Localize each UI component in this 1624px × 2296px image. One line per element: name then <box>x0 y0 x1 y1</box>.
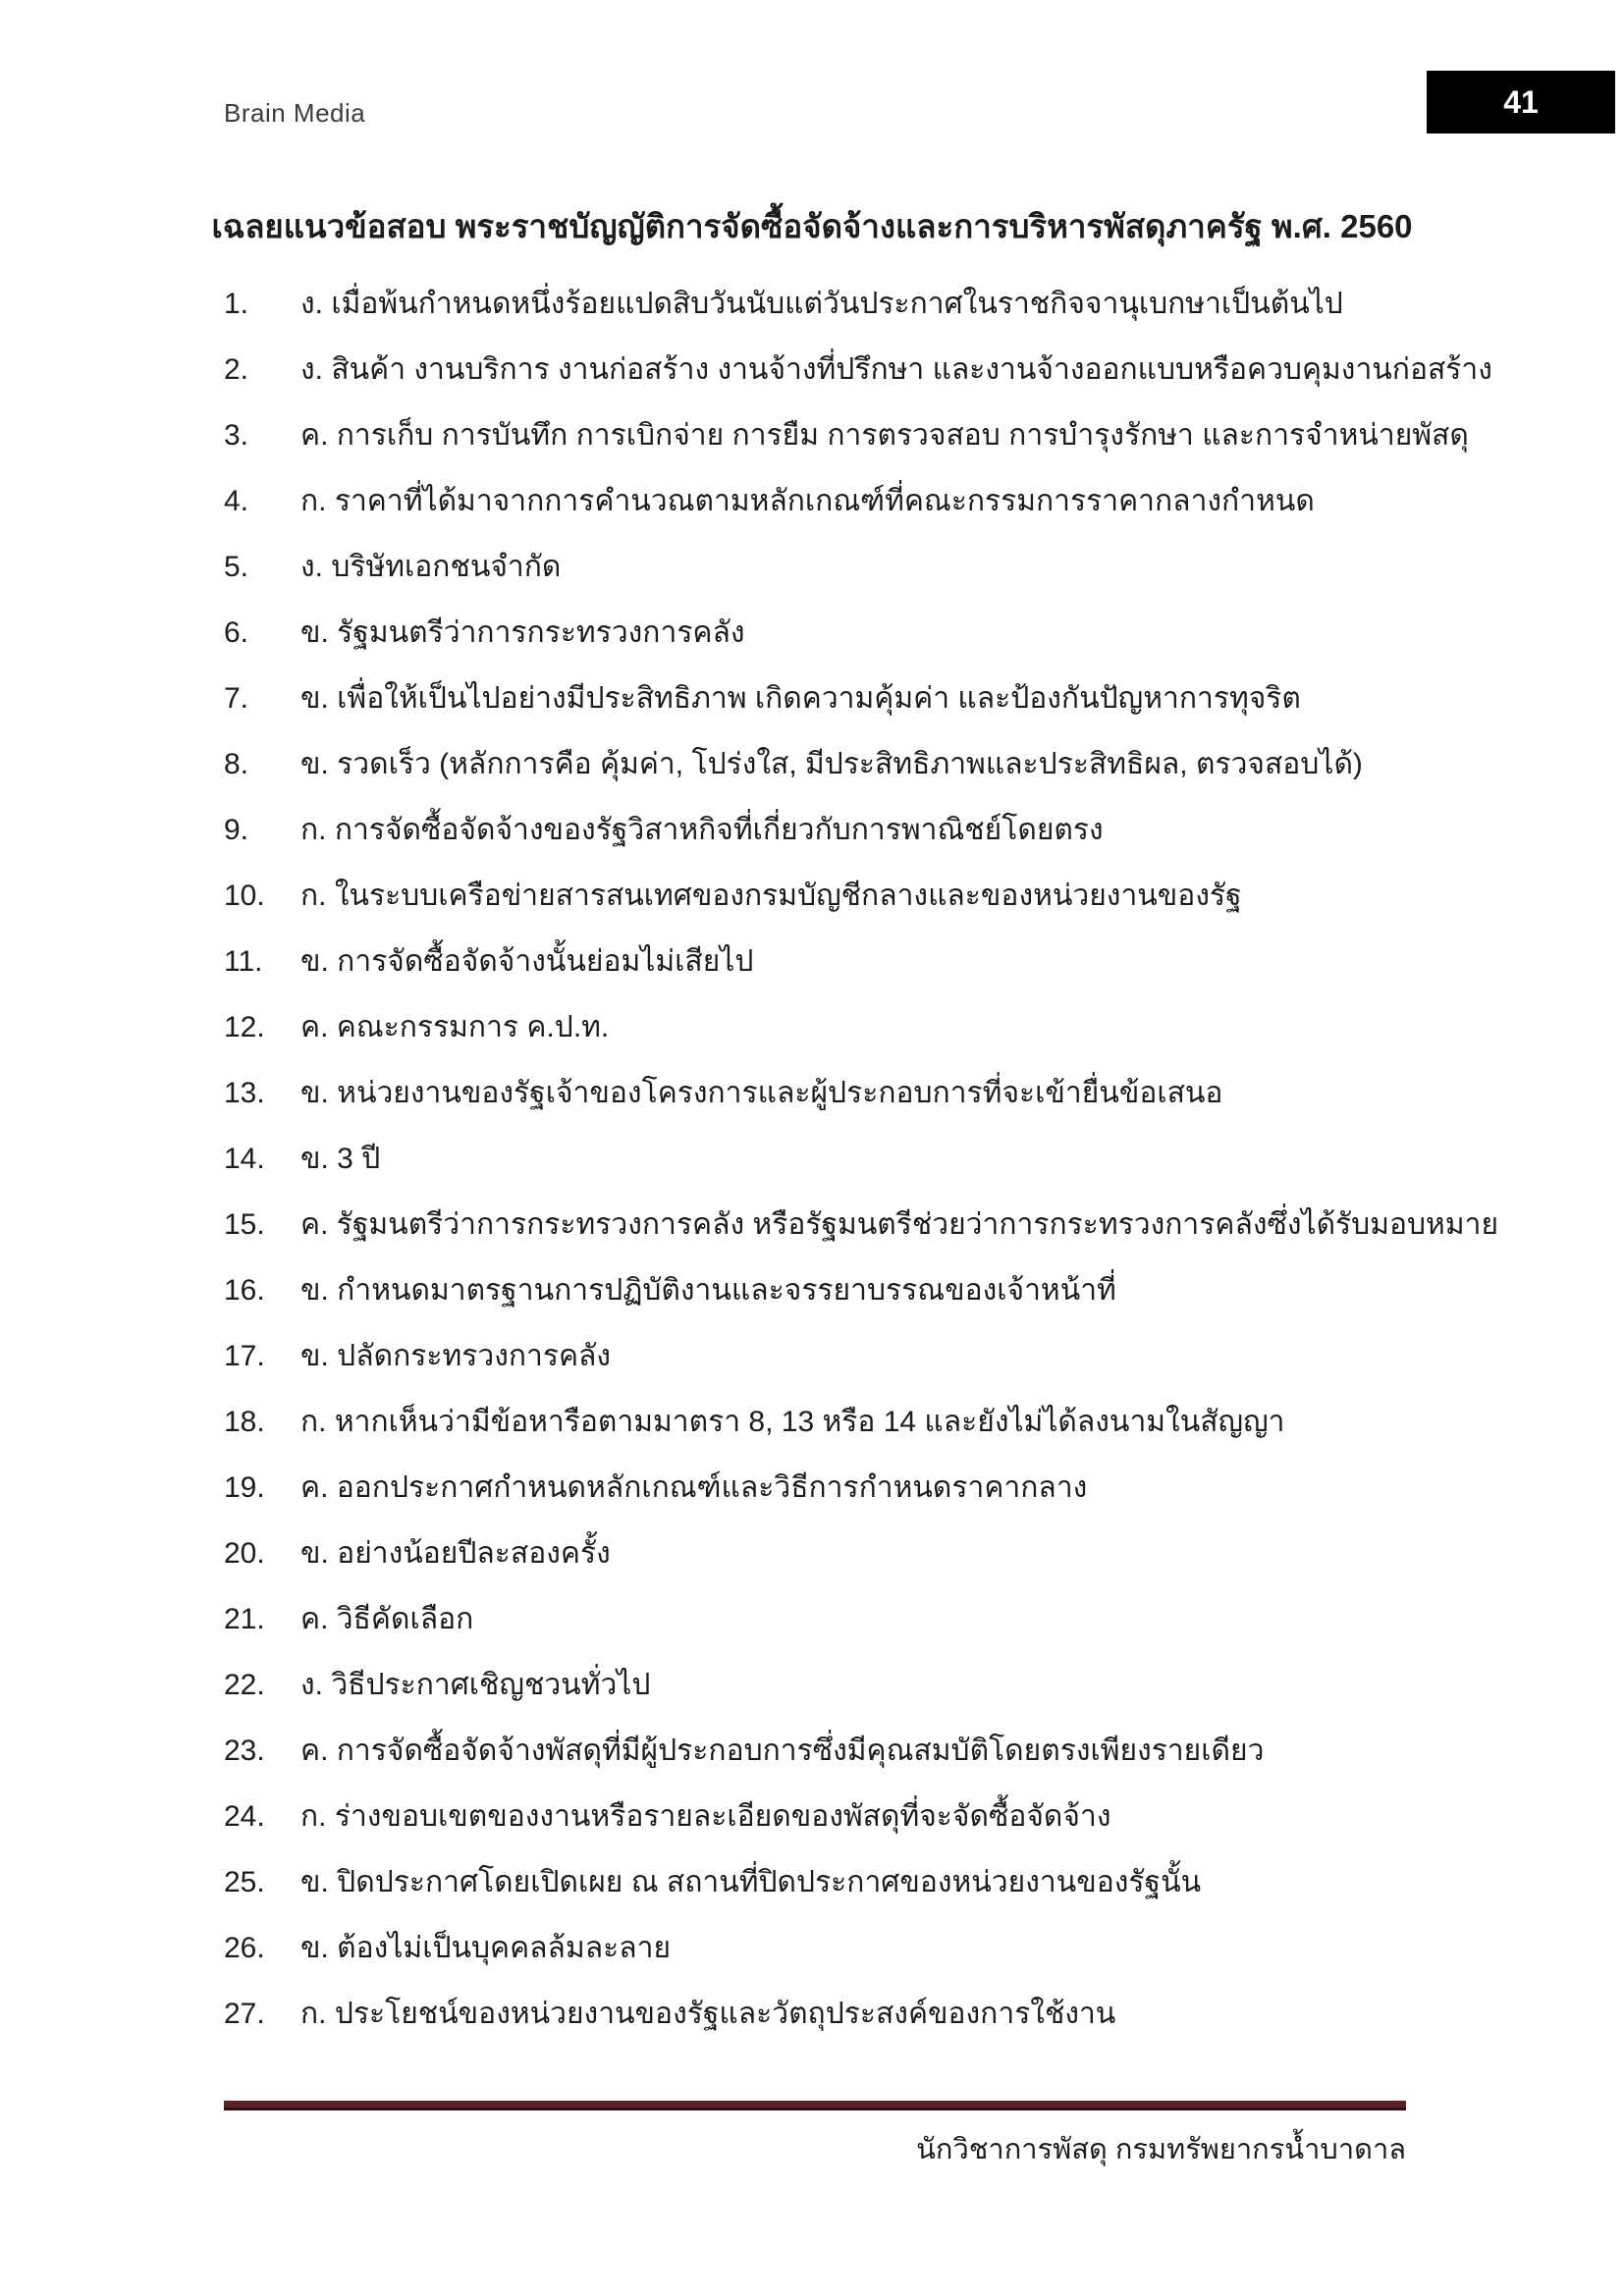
answer-text: ข. 3 ปี <box>300 1143 381 1175</box>
answer-row <box>224 1981 1602 2047</box>
answer-row <box>224 1257 1602 1323</box>
answer-number: 26. <box>224 1931 265 1964</box>
answer-number: 15. <box>224 1207 265 1241</box>
answer-row <box>224 666 1602 731</box>
answer-number: 14. <box>224 1142 265 1175</box>
answer-text: ข. ต้องไม่เป็นบุคคลล้มละลาย <box>300 1932 672 1964</box>
answer-number: 11. <box>224 944 263 978</box>
answer-number: 17. <box>224 1339 265 1372</box>
answer-number: 20. <box>224 1536 265 1570</box>
answer-number: 2. <box>224 352 249 386</box>
answer-number: 12. <box>224 1010 265 1043</box>
answer-text: ข. หน่วยงานของรัฐเจ้าของโครงการและผู้ประกอบการที่จะเข้ายื่นข้อเสนอ <box>300 1077 1223 1109</box>
answer-row <box>224 1126 1602 1192</box>
answer-number: 5. <box>224 550 249 583</box>
answer-row <box>224 1849 1602 1915</box>
brand-text: Brain Media <box>224 98 366 128</box>
answer-text: ง. วิธีประกาศเชิญชวนทั่วไป <box>300 1669 651 1701</box>
answer-text: ก. การจัดซื้อจัดจ้างของรัฐวิสาหกิจที่เกี่ยวกับการพาณิชย์โดยตรง <box>300 814 1104 846</box>
answer-list <box>224 271 1602 2047</box>
answer-text: ก. ประโยชน์ของหน่วยงานของรัฐและวัตถุประสงค์ของการใช้งาน <box>300 1998 1116 2030</box>
answer-row <box>224 534 1602 600</box>
answer-row <box>224 797 1602 863</box>
answer-row <box>224 1784 1602 1849</box>
answer-number: 19. <box>224 1470 265 1504</box>
answer-row <box>224 1192 1602 1257</box>
answer-row <box>224 1915 1602 1981</box>
answer-row <box>224 1455 1602 1521</box>
answer-row <box>224 929 1602 994</box>
answer-text: ค. คณะกรรมการ ค.ป.ท. <box>300 1011 610 1043</box>
answer-row <box>224 1323 1602 1389</box>
answer-number: 10. <box>224 879 265 912</box>
answer-text: ง. บริษัทเอกชนจำกัด <box>300 551 562 583</box>
answer-text: ค. วิธีคัดเลือก <box>300 1603 474 1635</box>
answer-number: 16. <box>224 1273 265 1307</box>
answer-row <box>224 1389 1602 1455</box>
answer-number: 8. <box>224 747 249 780</box>
answer-row <box>224 1521 1602 1586</box>
answer-text: ก. หากเห็นว่ามีข้อหารือตามมาตรา 8, 13 หรือ 14 และยังไม่ได้ลงนามในสัญญา <box>300 1406 1285 1438</box>
page-title: เฉลยแนวข้อสอบ พระราชบัญญัติการจัดซื้อจัดจ้างและการบริหารพัสดุภาครัฐ พ.ศ. 2560 <box>211 208 1413 244</box>
answer-number: 23. <box>224 1734 265 1767</box>
answer-text: ข. รัฐมนตรีว่าการกระทรวงการคลัง <box>300 616 745 649</box>
answer-row <box>224 271 1602 337</box>
answer-row <box>224 600 1602 666</box>
answer-text: ค. การจัดซื้อจัดจ้างพัสดุที่มีผู้ประกอบการซึ่งมีคุณสมบัติโดยตรงเพียงรายเดียว <box>300 1735 1265 1767</box>
answer-number: 13. <box>224 1076 265 1109</box>
answer-text: ค. ออกประกาศกำหนดหลักเกณฑ์และวิธีการกำหนดราคากลาง <box>300 1471 1088 1504</box>
answer-text: ข. เพื่อให้เป็นไปอย่างมีประสิทธิภาพ เกิดความคุ้มค่า และป้องกันปัญหาการทุจริต <box>300 682 1301 715</box>
answer-number: 7. <box>224 681 249 715</box>
answer-number: 25. <box>224 1865 265 1898</box>
answer-number: 6. <box>224 615 249 649</box>
footer-text: นักวิชาการพัสดุ กรมทรัพยากรน้ำบาดาล <box>916 2134 1406 2165</box>
answer-number: 3. <box>224 418 249 452</box>
answer-text: ก. ร่างขอบเขตของงานหรือรายละเอียดของพัสดุที่จะจัดซื้อจัดจ้าง <box>300 1800 1111 1833</box>
answer-text: ข. การจัดซื้อจัดจ้างนั้นย่อมไม่เสียไป <box>300 945 754 978</box>
answer-text: ก. ในระบบเครือข่ายสารสนเทศของกรมบัญชีกลางและของหน่วยงานของรัฐ <box>300 880 1242 912</box>
answer-text: ก. ราคาที่ได้มาจากการคำนวณตามหลักเกณฑ์ที่คณะกรรมการราคากลางกำหนด <box>300 485 1315 517</box>
page-number-badge <box>1427 71 1615 133</box>
answer-row <box>224 1718 1602 1784</box>
answer-text: ข. รวดเร็ว (หลักการคือ คุ้มค่า, โปร่งใส, มีประสิทธิภาพและประสิทธิผล, ตรวจสอบได้) <box>300 748 1363 780</box>
answer-text: ข. ปิดประกาศโดยเปิดเผย ณ สถานที่ปิดประกาศของหน่วยงานของรัฐนั้น <box>300 1866 1202 1898</box>
answer-row <box>224 468 1602 534</box>
page-number: 41 <box>1503 83 1539 120</box>
answer-number: 27. <box>224 1997 265 2030</box>
answer-text: ง. เมื่อพ้นกำหนดหนึ่งร้อยแปดสิบวันนับแต่วันประกาศในราชกิจจานุเบกษาเป็นต้นไป <box>300 288 1343 320</box>
answer-text: ค. การเก็บ การบันทึก การเบิกจ่าย การยืม การตรวจสอบ การบำรุงรักษา และการจำหน่ายพัสดุ <box>300 419 1469 452</box>
footer-rule <box>224 2101 1406 2110</box>
answer-row <box>224 1586 1602 1652</box>
answer-row <box>224 731 1602 797</box>
answer-text: ข. อย่างน้อยปีละสองครั้ง <box>300 1537 611 1570</box>
answer-number: 4. <box>224 484 249 517</box>
answer-number: 1. <box>224 287 249 320</box>
answer-text: ข. กำหนดมาตรฐานการปฏิบัติงานและจรรยาบรรณของเจ้าหน้าที่ <box>300 1274 1116 1307</box>
answer-number: 21. <box>224 1602 265 1635</box>
answer-number: 24. <box>224 1799 265 1833</box>
answer-text: ค. รัฐมนตรีว่าการกระทรวงการคลัง หรือรัฐมนตรีช่วยว่าการกระทรวงการคลังซึ่งได้รับมอบหมาย <box>300 1208 1499 1241</box>
answer-number: 9. <box>224 813 249 846</box>
answer-row <box>224 1060 1602 1126</box>
answer-row <box>224 994 1602 1060</box>
answer-text: ง. สินค้า งานบริการ งานก่อสร้าง งานจ้างที่ปรึกษา และงานจ้างออกแบบหรือควบคุมงานก่อสร้าง <box>300 353 1492 386</box>
answer-number: 22. <box>224 1668 265 1701</box>
answer-text: ข. ปลัดกระทรวงการคลัง <box>300 1340 612 1372</box>
answer-number: 18. <box>224 1405 265 1438</box>
answer-row <box>224 1652 1602 1718</box>
answer-row <box>224 337 1602 402</box>
answer-row <box>224 863 1602 929</box>
answer-row <box>224 402 1602 468</box>
